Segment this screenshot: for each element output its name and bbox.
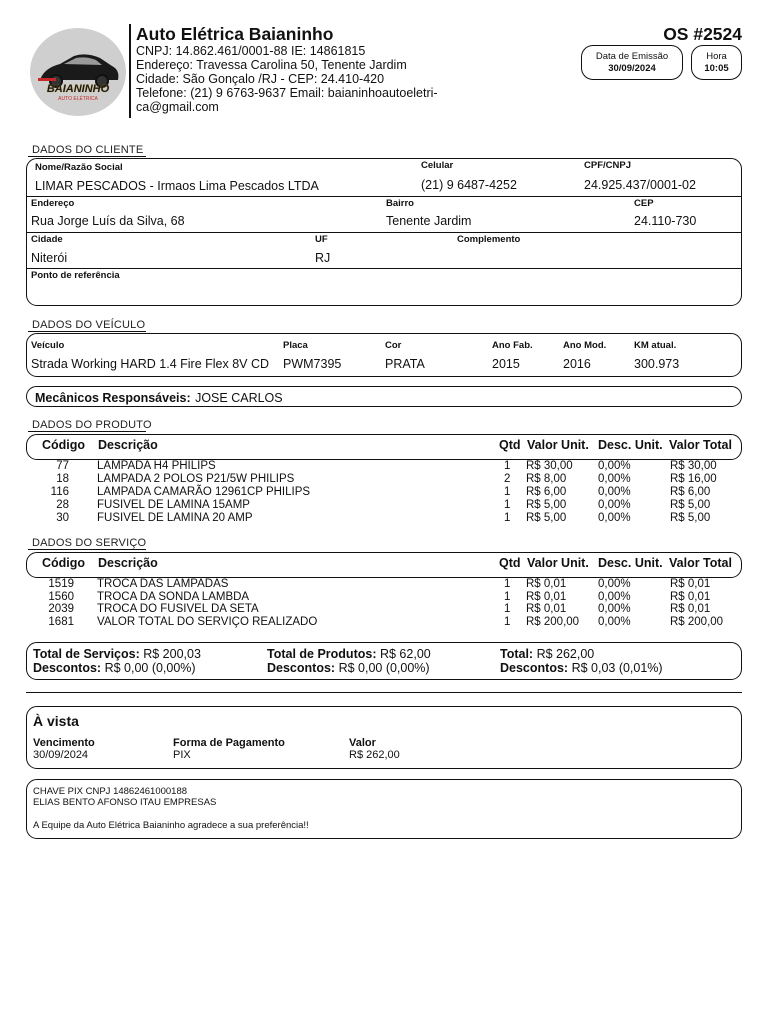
services-col-qty: Qtd bbox=[499, 556, 521, 570]
row-discount: 0,00% bbox=[598, 473, 631, 485]
table-row bbox=[26, 616, 742, 629]
vehicle-year-fab-label: Ano Fab. bbox=[492, 340, 533, 351]
emission-date-pill bbox=[581, 45, 683, 80]
services-header-box bbox=[26, 552, 742, 578]
row-total: R$ 16,00 bbox=[670, 473, 717, 485]
notes-pix-key: CHAVE PIX CNPJ 14862461000188 bbox=[33, 786, 188, 797]
client-section-underline bbox=[28, 156, 146, 157]
client-district-value: Tenente Jardim bbox=[386, 214, 472, 228]
products-section-underline bbox=[28, 431, 146, 432]
row-qty: 1 bbox=[504, 460, 511, 472]
row-code: 18 bbox=[56, 473, 69, 485]
notes-bank: ELIAS BENTO AFONSO ITAU EMPRESAS bbox=[33, 797, 217, 808]
emission-date-value: 30/09/2024 bbox=[608, 63, 656, 74]
emission-date-label: Data de Emissão bbox=[595, 51, 669, 62]
client-city-value: Niterói bbox=[31, 251, 68, 265]
table-row bbox=[26, 578, 742, 591]
products-col-unit: Valor Unit. bbox=[527, 438, 589, 452]
client-cep-label: CEP bbox=[634, 198, 654, 209]
row-code: 30 bbox=[56, 512, 69, 524]
payment-amount-label: Valor bbox=[349, 737, 376, 749]
client-phone-label: Celular bbox=[421, 160, 454, 171]
row-discount: 0,00% bbox=[598, 460, 631, 472]
row-qty: 1 bbox=[504, 499, 511, 511]
company-city: Cidade: São Gonçalo /RJ - CEP: 24.410-420 bbox=[136, 72, 385, 86]
client-cep-value: 24.110-730 bbox=[634, 214, 697, 228]
products-col-code: Código bbox=[42, 438, 86, 452]
row-discount: 0,00% bbox=[598, 615, 631, 628]
vehicle-section-underline bbox=[28, 331, 146, 332]
client-row-divider bbox=[27, 268, 741, 269]
row-qty: 1 bbox=[504, 512, 511, 524]
payment-amount-value: R$ 262,00 bbox=[349, 749, 400, 761]
notes-box bbox=[26, 779, 742, 839]
products-col-qty: Qtd bbox=[499, 438, 521, 452]
client-doc-label: CPF/CNPJ bbox=[584, 160, 631, 171]
vehicle-model-value: Strada Working HARD 1.4 Fire Flex 8V CD bbox=[31, 357, 270, 371]
row-qty: 1 bbox=[504, 603, 511, 615]
row-description: TROCA DO FUSIVEL DA SETA bbox=[97, 603, 259, 615]
row-unit: R$ 5,00 bbox=[526, 512, 567, 524]
client-row-divider bbox=[27, 232, 741, 233]
payment-method-value: PIX bbox=[173, 749, 191, 761]
row-code: 2039 bbox=[48, 603, 74, 615]
row-unit: R$ 200,00 bbox=[526, 615, 580, 628]
page-divider bbox=[26, 692, 742, 693]
client-district-label: Bairro bbox=[386, 198, 414, 209]
client-name-value: LIMAR PESCADOS - Irmaos Lima Pescados LTDA bbox=[35, 179, 319, 193]
payment-due-label: Vencimento bbox=[33, 737, 95, 749]
row-qty: 1 bbox=[504, 615, 511, 628]
row-code: 1519 bbox=[48, 578, 74, 590]
logo-text: BAIANINHO bbox=[46, 83, 110, 95]
mechanics-label: Mecânicos Responsáveis: bbox=[35, 391, 191, 405]
table-row bbox=[26, 512, 742, 525]
vehicle-plate-label: Placa bbox=[283, 340, 308, 351]
table-row bbox=[26, 591, 742, 604]
products-section-title: DADOS DO PRODUTO bbox=[32, 419, 152, 431]
products-total-value: R$ 62,00 bbox=[379, 647, 431, 661]
row-unit: R$ 5,00 bbox=[526, 499, 567, 511]
client-reference-label: Ponto de referência bbox=[31, 270, 120, 281]
row-code: 77 bbox=[56, 460, 69, 472]
row-description: LAMPADA CAMARÃO 12961CP PHILIPS bbox=[97, 486, 311, 498]
row-discount: 0,00% bbox=[598, 486, 631, 498]
payment-method-label: Forma de Pagamento bbox=[173, 737, 285, 749]
table-row bbox=[26, 603, 742, 616]
client-section-title: DADOS DO CLIENTE bbox=[32, 144, 144, 156]
row-total: R$ 6,00 bbox=[670, 486, 711, 498]
notes-thanks: A Equipe da Auto Elétrica Baianinho agradece a sua preferência!! bbox=[33, 820, 309, 831]
company-logo bbox=[30, 28, 126, 116]
services-col-code: Código bbox=[42, 556, 86, 570]
payment-box bbox=[26, 706, 742, 769]
row-unit: R$ 8,00 bbox=[526, 473, 567, 485]
grand-discount-value: R$ 0,03 (0,01%) bbox=[571, 661, 663, 675]
vehicle-km-value: 300.973 bbox=[634, 357, 680, 371]
table-row bbox=[26, 460, 742, 473]
os-number: OS #2524 bbox=[663, 24, 742, 44]
client-box bbox=[26, 158, 742, 306]
vehicle-box bbox=[26, 333, 742, 377]
emission-time-value: 10:05 bbox=[704, 63, 729, 74]
vehicle-color-label: Cor bbox=[385, 340, 402, 351]
grand-discount bbox=[500, 661, 663, 675]
emission-time-label: Hora bbox=[706, 51, 727, 62]
row-discount: 0,00% bbox=[598, 512, 631, 524]
row-description: FUSIVEL DE LAMINA 20 AMP bbox=[97, 512, 253, 524]
row-unit: R$ 0,01 bbox=[526, 590, 567, 603]
vehicle-km-label: KM atual. bbox=[634, 340, 677, 351]
row-description: TROCA DAS LAMPADAS bbox=[97, 578, 229, 590]
vehicle-section-title: DADOS DO VEÍCULO bbox=[32, 319, 146, 331]
row-qty: 1 bbox=[504, 578, 511, 590]
services-total-value: R$ 200,03 bbox=[143, 647, 201, 661]
emission-time-pill bbox=[691, 45, 742, 80]
vehicle-year-mod-label: Ano Mod. bbox=[563, 340, 607, 351]
row-description: LAMPADA H4 PHILIPS bbox=[97, 460, 216, 472]
table-row bbox=[26, 473, 742, 486]
services-discount-value: R$ 0,00 (0,00%) bbox=[104, 661, 196, 675]
row-total: R$ 5,00 bbox=[670, 499, 711, 511]
client-address-value: Rua Jorge Luís da Silva, 68 bbox=[31, 214, 185, 228]
products-discount-value: R$ 0,00 (0,00%) bbox=[338, 661, 430, 675]
vehicle-plate-value: PWM7395 bbox=[283, 357, 342, 371]
row-unit: R$ 0,01 bbox=[526, 578, 567, 590]
company-contact: Telefone: (21) 9 6763-9637 Email: baianinhoautoeletri- bbox=[136, 86, 438, 100]
row-total: R$ 200,00 bbox=[670, 615, 724, 628]
table-row bbox=[26, 499, 742, 512]
vehicle-model-label: Veículo bbox=[31, 340, 65, 351]
row-total: R$ 0,01 bbox=[670, 603, 711, 615]
products-total-label: Total de Produtos: bbox=[267, 647, 377, 661]
grand-total-value: R$ 262,00 bbox=[536, 647, 595, 661]
client-doc-value: 24.925.437/0001-02 bbox=[584, 178, 696, 192]
products-col-discount: Desc. Unit. bbox=[598, 438, 663, 452]
client-phone-value: (21) 9 6487-4252 bbox=[421, 178, 517, 192]
header-divider bbox=[129, 24, 131, 118]
client-city-label: Cidade bbox=[31, 234, 63, 245]
row-unit: R$ 30,00 bbox=[526, 460, 573, 472]
logo-subtext: AUTO ELÉTRICA bbox=[58, 96, 98, 102]
grand-total-label: Total: bbox=[500, 647, 534, 661]
services-section-title: DADOS DO SERVIÇO bbox=[32, 537, 147, 549]
row-code: 116 bbox=[50, 486, 69, 498]
row-discount: 0,00% bbox=[598, 578, 631, 590]
row-code: 28 bbox=[56, 499, 69, 511]
services-col-unit: Valor Unit. bbox=[527, 556, 589, 570]
client-name-label: Nome/Razão Social bbox=[35, 162, 123, 173]
client-complement-label: Complemento bbox=[457, 234, 521, 245]
vehicle-year-fab-value: 2015 bbox=[492, 357, 520, 371]
products-col-total: Valor Total bbox=[669, 438, 732, 452]
client-row-divider bbox=[27, 196, 741, 197]
grand-total bbox=[500, 647, 594, 661]
row-code: 1560 bbox=[48, 590, 74, 603]
client-uf-label: UF bbox=[315, 234, 328, 245]
grand-discount-label: Descontos: bbox=[500, 661, 569, 675]
car-logo-icon bbox=[30, 28, 126, 116]
products-header-box bbox=[26, 434, 742, 460]
products-discount bbox=[267, 661, 430, 675]
products-col-description: Descrição bbox=[98, 438, 158, 452]
services-total-label: Total de Serviços: bbox=[33, 647, 140, 661]
row-description: VALOR TOTAL DO SERVIÇO REALIZADO bbox=[97, 615, 318, 628]
row-total: R$ 0,01 bbox=[670, 578, 711, 590]
row-total: R$ 5,00 bbox=[670, 512, 711, 524]
services-discount-label: Descontos: bbox=[33, 661, 102, 675]
row-discount: 0,00% bbox=[598, 603, 631, 615]
row-qty: 2 bbox=[504, 473, 511, 485]
client-uf-value: RJ bbox=[315, 251, 331, 265]
row-total: R$ 0,01 bbox=[670, 590, 711, 603]
products-discount-label: Descontos: bbox=[267, 661, 336, 675]
company-name: Auto Elétrica Baianinho bbox=[136, 24, 334, 44]
company-email-cont: ca@gmail.com bbox=[136, 100, 219, 114]
row-discount: 0,00% bbox=[598, 590, 631, 603]
row-description: FUSIVEL DE LAMINA 15AMP bbox=[97, 499, 250, 511]
row-qty: 1 bbox=[504, 590, 511, 603]
services-discount bbox=[33, 661, 196, 675]
client-address-label: Endereço bbox=[31, 198, 75, 209]
payment-title: À vista bbox=[33, 713, 79, 729]
row-discount: 0,00% bbox=[598, 499, 631, 511]
totals-box bbox=[26, 642, 742, 680]
row-code: 1681 bbox=[48, 615, 74, 628]
table-row bbox=[26, 486, 742, 499]
services-col-total: Valor Total bbox=[669, 556, 732, 570]
row-description: LAMPADA 2 POLOS P21/5W PHILIPS bbox=[97, 473, 295, 485]
services-col-description: Descrição bbox=[98, 556, 158, 570]
services-section-underline bbox=[28, 549, 146, 550]
products-total bbox=[267, 647, 431, 661]
row-qty: 1 bbox=[504, 486, 511, 498]
row-unit: R$ 0,01 bbox=[526, 603, 567, 615]
mechanics-value: JOSE CARLOS bbox=[195, 391, 283, 405]
company-cnpj: CNPJ: 14.862.461/0001-88 IE: 14861815 bbox=[136, 44, 366, 58]
mechanics-box bbox=[26, 386, 742, 407]
row-description: TROCA DA SONDA LAMBDA bbox=[97, 590, 250, 603]
company-address: Endereço: Travessa Carolina 50, Tenente Jardim bbox=[136, 58, 407, 72]
row-unit: R$ 6,00 bbox=[526, 486, 567, 498]
vehicle-year-mod-value: 2016 bbox=[563, 357, 591, 371]
payment-due-value: 30/09/2024 bbox=[33, 749, 89, 761]
services-total bbox=[33, 647, 201, 661]
row-total: R$ 30,00 bbox=[670, 460, 717, 472]
vehicle-color-value: PRATA bbox=[385, 357, 425, 371]
services-col-discount: Desc. Unit. bbox=[598, 556, 663, 570]
